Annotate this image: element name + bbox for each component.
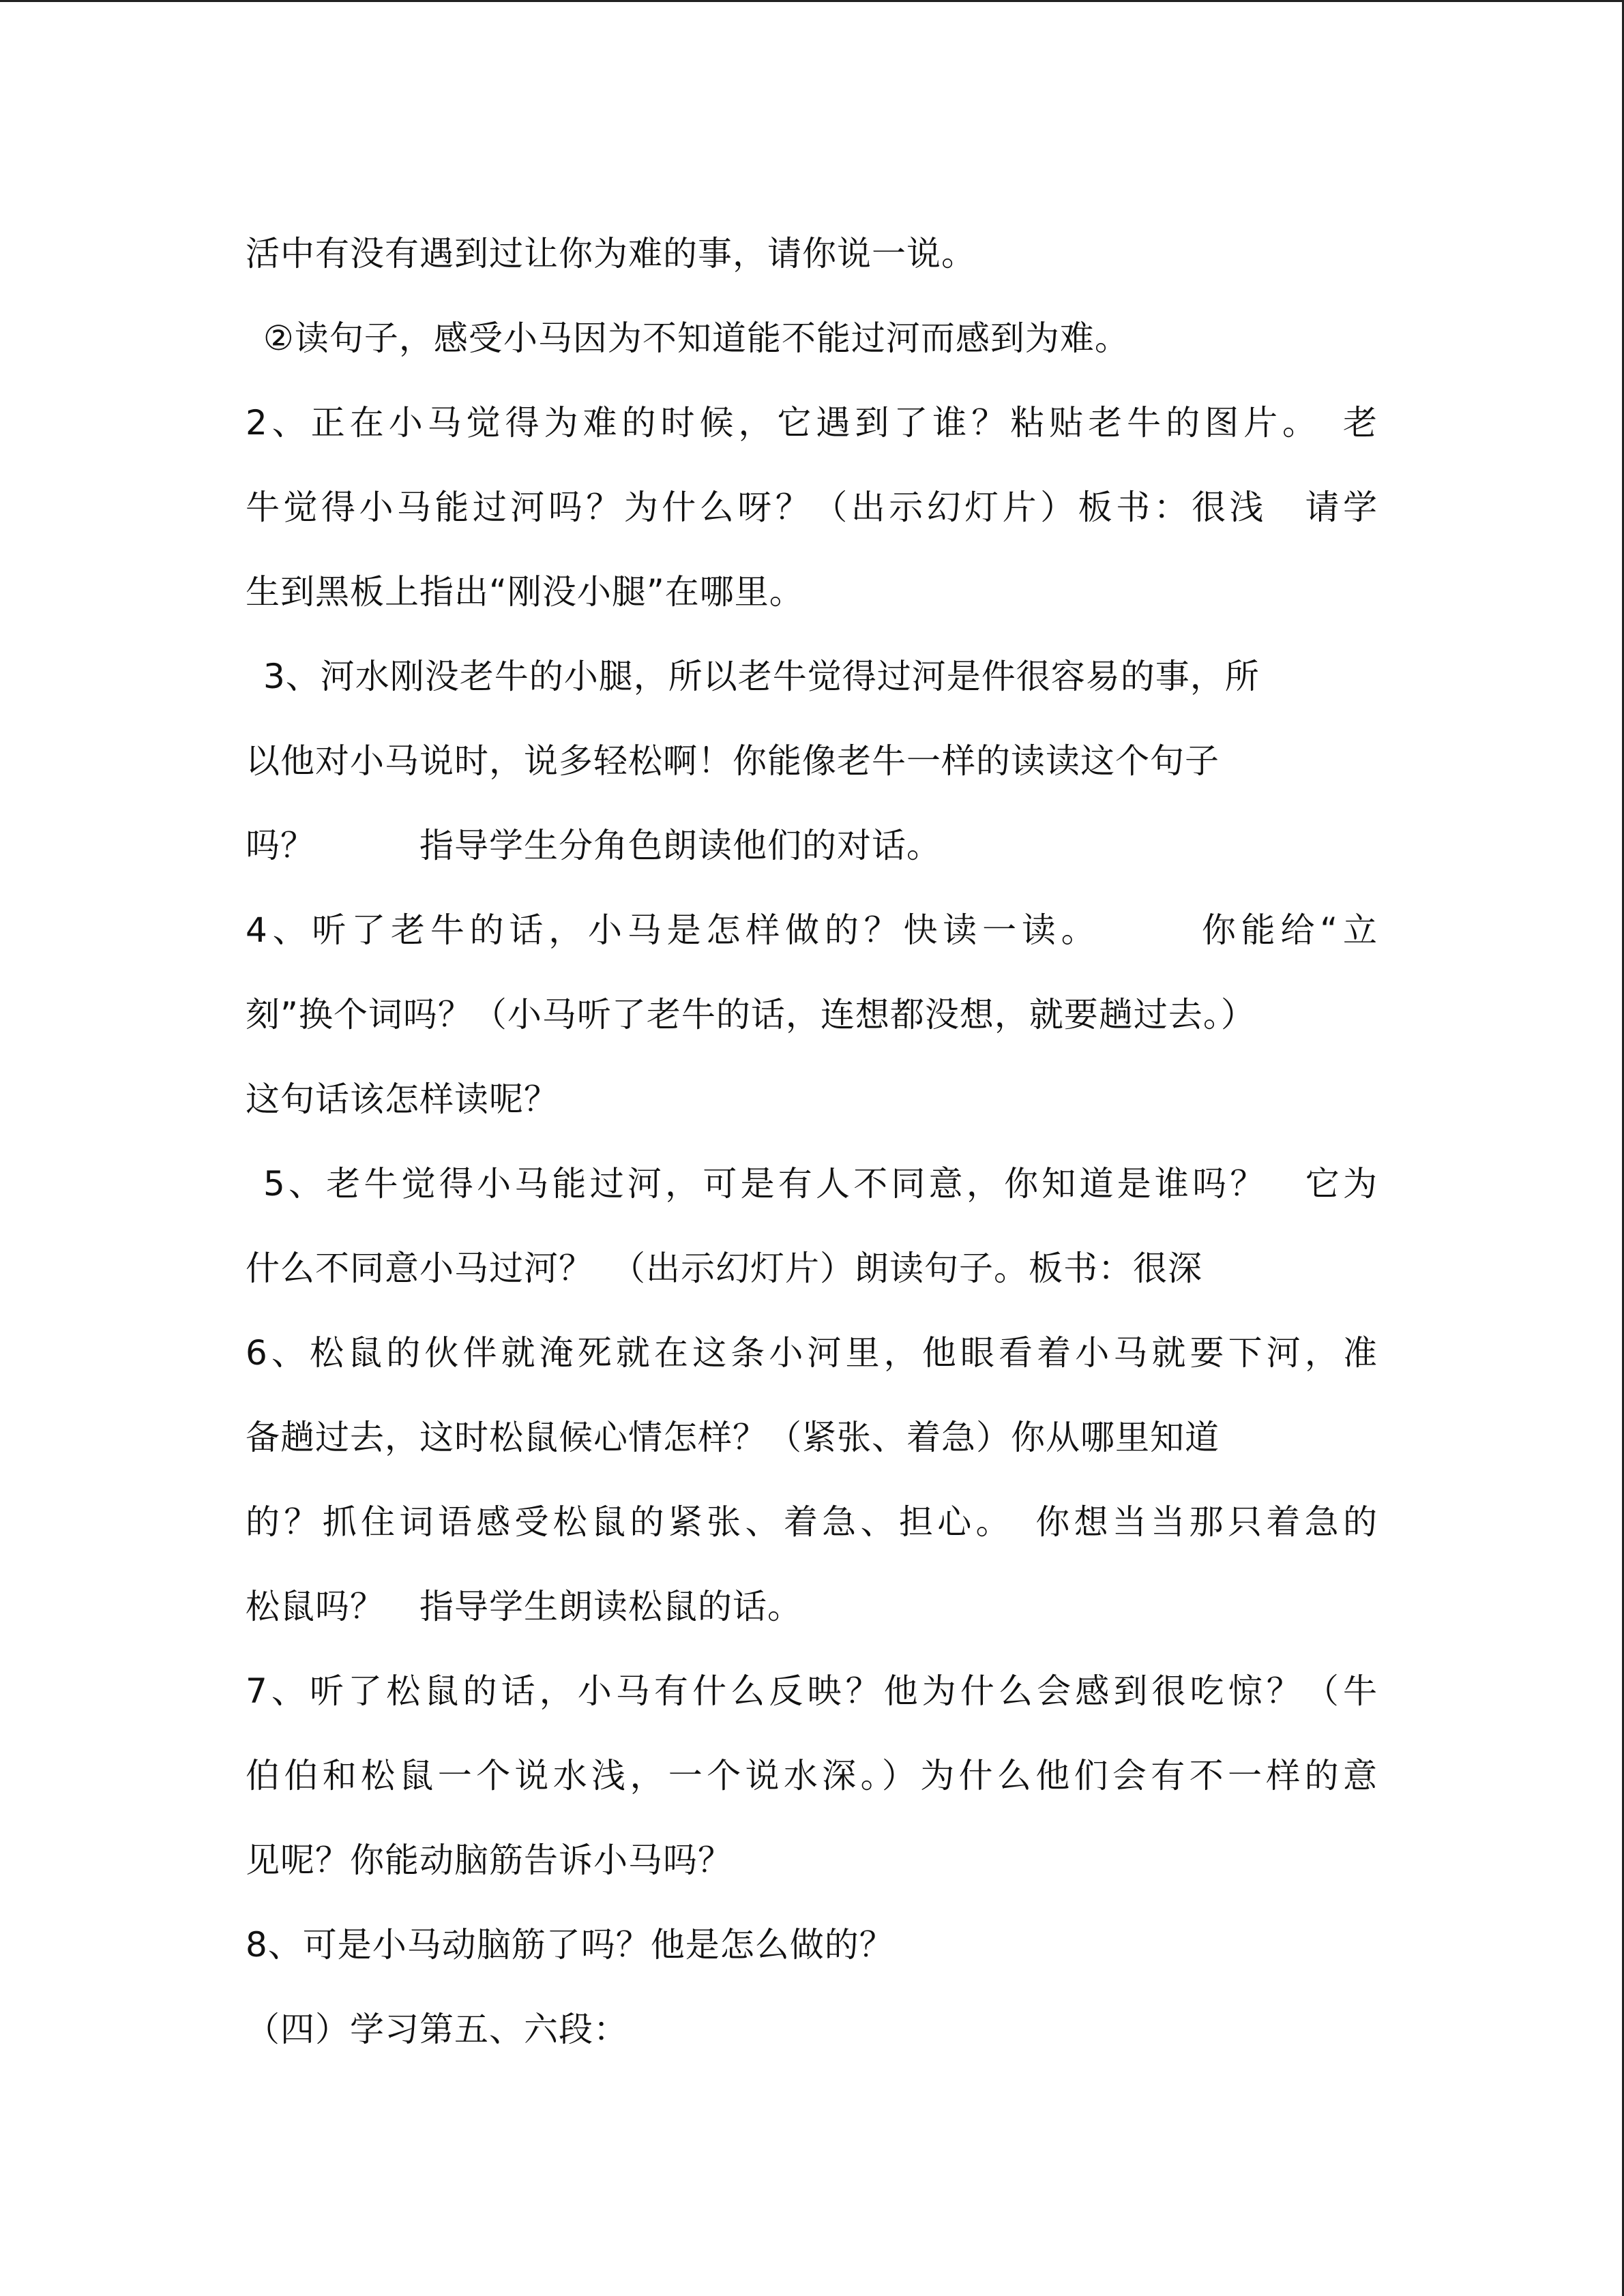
text-line: 什么不同意小马过河？ （出示幻灯片）朗读句子。板书：很深 (246, 1249, 1202, 1288)
text-line: 8、可是小马动脑筋了吗？他是怎么做的？ (246, 1925, 894, 1965)
text-line: 备趟过去，这时松鼠候心情怎样？（紧张、着急）你从哪里知道 (246, 1418, 1220, 1457)
text-line: 刻”换个词吗？（小马听了老牛的话，连想都没想，就要趟过去。） (246, 995, 1256, 1034)
text-line: 生到黑板上指出“刚没小腿”在哪里。 (246, 572, 804, 612)
text-line: 以他对小马说时，说多轻松啊！你能像老牛一样的读读这个句子 (246, 741, 1220, 781)
section-heading: （四）学习第五、六段： (246, 2010, 628, 2049)
text-line: 吗？ 指导学生分角色朗读他们的对话。 (246, 826, 941, 865)
text-line: 5、老牛觉得小马能过河，可是有人不同意，你知道是谁吗？ 它为 (263, 1164, 1378, 1204)
text-line: ②读句子，感受小马因为不知道能不能过河而感到为难。 (263, 318, 1130, 358)
text-line: 活中有没有遇到过让你为难的事，请你说一说。 (246, 234, 976, 273)
text-line: 4、听了老牛的话，小马是怎样做的？快读一读。 你能给“立 (246, 910, 1378, 950)
page-top-border (0, 0, 1624, 2)
text-line: 松鼠吗？ 指导学生朗读松鼠的话。 (246, 1587, 802, 1626)
text-line: 7、听了松鼠的话，小马有什么反映？他为什么会感到很吃惊？（牛 (246, 1671, 1378, 1711)
document-body (246, 211, 1378, 2072)
text-line: 3、河水刚没老牛的小腿，所以老牛觉得过河是件很容易的事，所 (263, 657, 1260, 696)
text-line: 牛觉得小马能过河吗？为什么呀？（出示幻灯片）板书：很浅 请学 (246, 488, 1378, 527)
text-line: 见呢？你能动脑筋告诉小马吗？ (246, 1840, 733, 1880)
text-line: 这句话该怎样读呢？ (246, 1079, 559, 1119)
text-line: 2、正在小马觉得为难的时候，它遇到了谁？粘贴老牛的图片。 老 (246, 403, 1378, 443)
text-line: 的？抓住词语感受松鼠的紧张、着急、担心。 你想当当那只着急的 (246, 1502, 1378, 1542)
text-line: 6、松鼠的伙伴就淹死就在这条小河里，他眼看着小马就要下河，准 (246, 1333, 1378, 1373)
text-line: 伯伯和松鼠一个说水浅，一个说水深。）为什么他们会有不一样的意 (246, 1756, 1378, 1795)
